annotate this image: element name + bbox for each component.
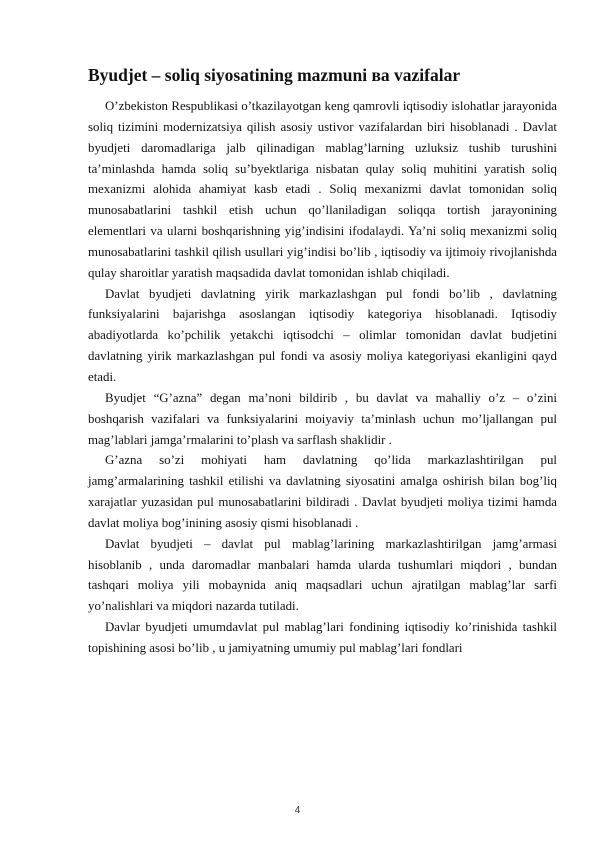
paragraph-1: O’zbekiston Respublikasi o’tkazilayotgan keng qamrovli iqtisodiy islohatlar jarayonida soliq tizimini modernizatsiya qilish asosiy ustivor vazifalardan biri hisoblanadi . Davlat byudjeti daromadlariga jalb qilinadigan mablag’larning uzluksiz tushib turushini ta’minlashda hamda soliq su’byektlariga nisbatan qulay soliq muhitini yaratish soliq mexanizmi alohida ahamiyat kasb etadi . Soliq mexanizmi davlat tomonidan soliq munosabatlarini tashkil etish uchun qo’llaniladigan soliqqa tortish jarayonining elementlari va ularni boshqarishning yig’indisini ifodalaydi. Ya’ni soliq mexanizmi soliq munosabatlarini tashkil qilish usullari yig’indisi bo’lib , iqtisodiy va ijtimoiy rivojlanishda qulay sharoitlar yaratish maqsadida davlat tomonidan ishlab chiqiladi. [88,99,557,280]
body-text [88,96,557,659]
paragraph-5: Davlat byudjeti – davlat pul mablag’larining markazlashtirilgan jamg’armasi hisoblanib , unda daromadlar manbalari hamda ularda tushumlari miqdori , bundan tashqari moliya yili mobaynida aniq maqsadlari uchun ajratilgan mablag’lar sarfi yo’nalishlari va miqdori nazarda tutiladi. [88,536,557,614]
page-number: 4 [294,805,301,816]
paragraph-3: Byudjet “G’azna” degan ma’noni bildirib , bu davlat va mahalliy o’z – o’zini boshqarish vazifalari va funksiyalarini moiyaviy ta’minlash uchun mo’ljallangan pul mag’lablari jamga’rmalarini to’plash va sarflash shaklidir . [88,390,557,447]
paragraph-6: Davlar byudjeti umumdavlat pul mablag’lari fondining iqtisodiy ko’rinishida tashkil topishining asosi bo’lib , u jamiyatning umumiy pul mablag’lari fondlari [88,620,557,655]
paragraph-2: Davlat byudjeti davlatning yirik markazlashgan pul fondi bo’lib , davlatning funksiyalarini bajarishga asoslangan iqtisodiy kategoriya hisoblanadi. Iqtisodiy abadiyotlarda ko’pchilik yetakchi iqtisodchi – olimlar tomonidan davlat budjetini davlatning yirik markazlashgan pul fondi va asosiy moliya kategoriyasi ekanligini qayd etadi. [88,286,557,384]
page-title: Byudjet – soliq siyosatining mazmuni ва vazifalar [88,65,461,85]
paragraph-4: G’azna so’zi mohiyati ham davlatning qo’lida markazlashtirilgan pul jamg’armalarining tashkil etilishi va davlatning siyosatini amalga oshirish bilan bog’liq xarajatlar yuzasidan pul munosabatlarini bildiradi . Davlat byudjeti moliya tizimi hamda davlat moliya bog’inining asosiy qismi hisoblanadi . [88,453,557,530]
